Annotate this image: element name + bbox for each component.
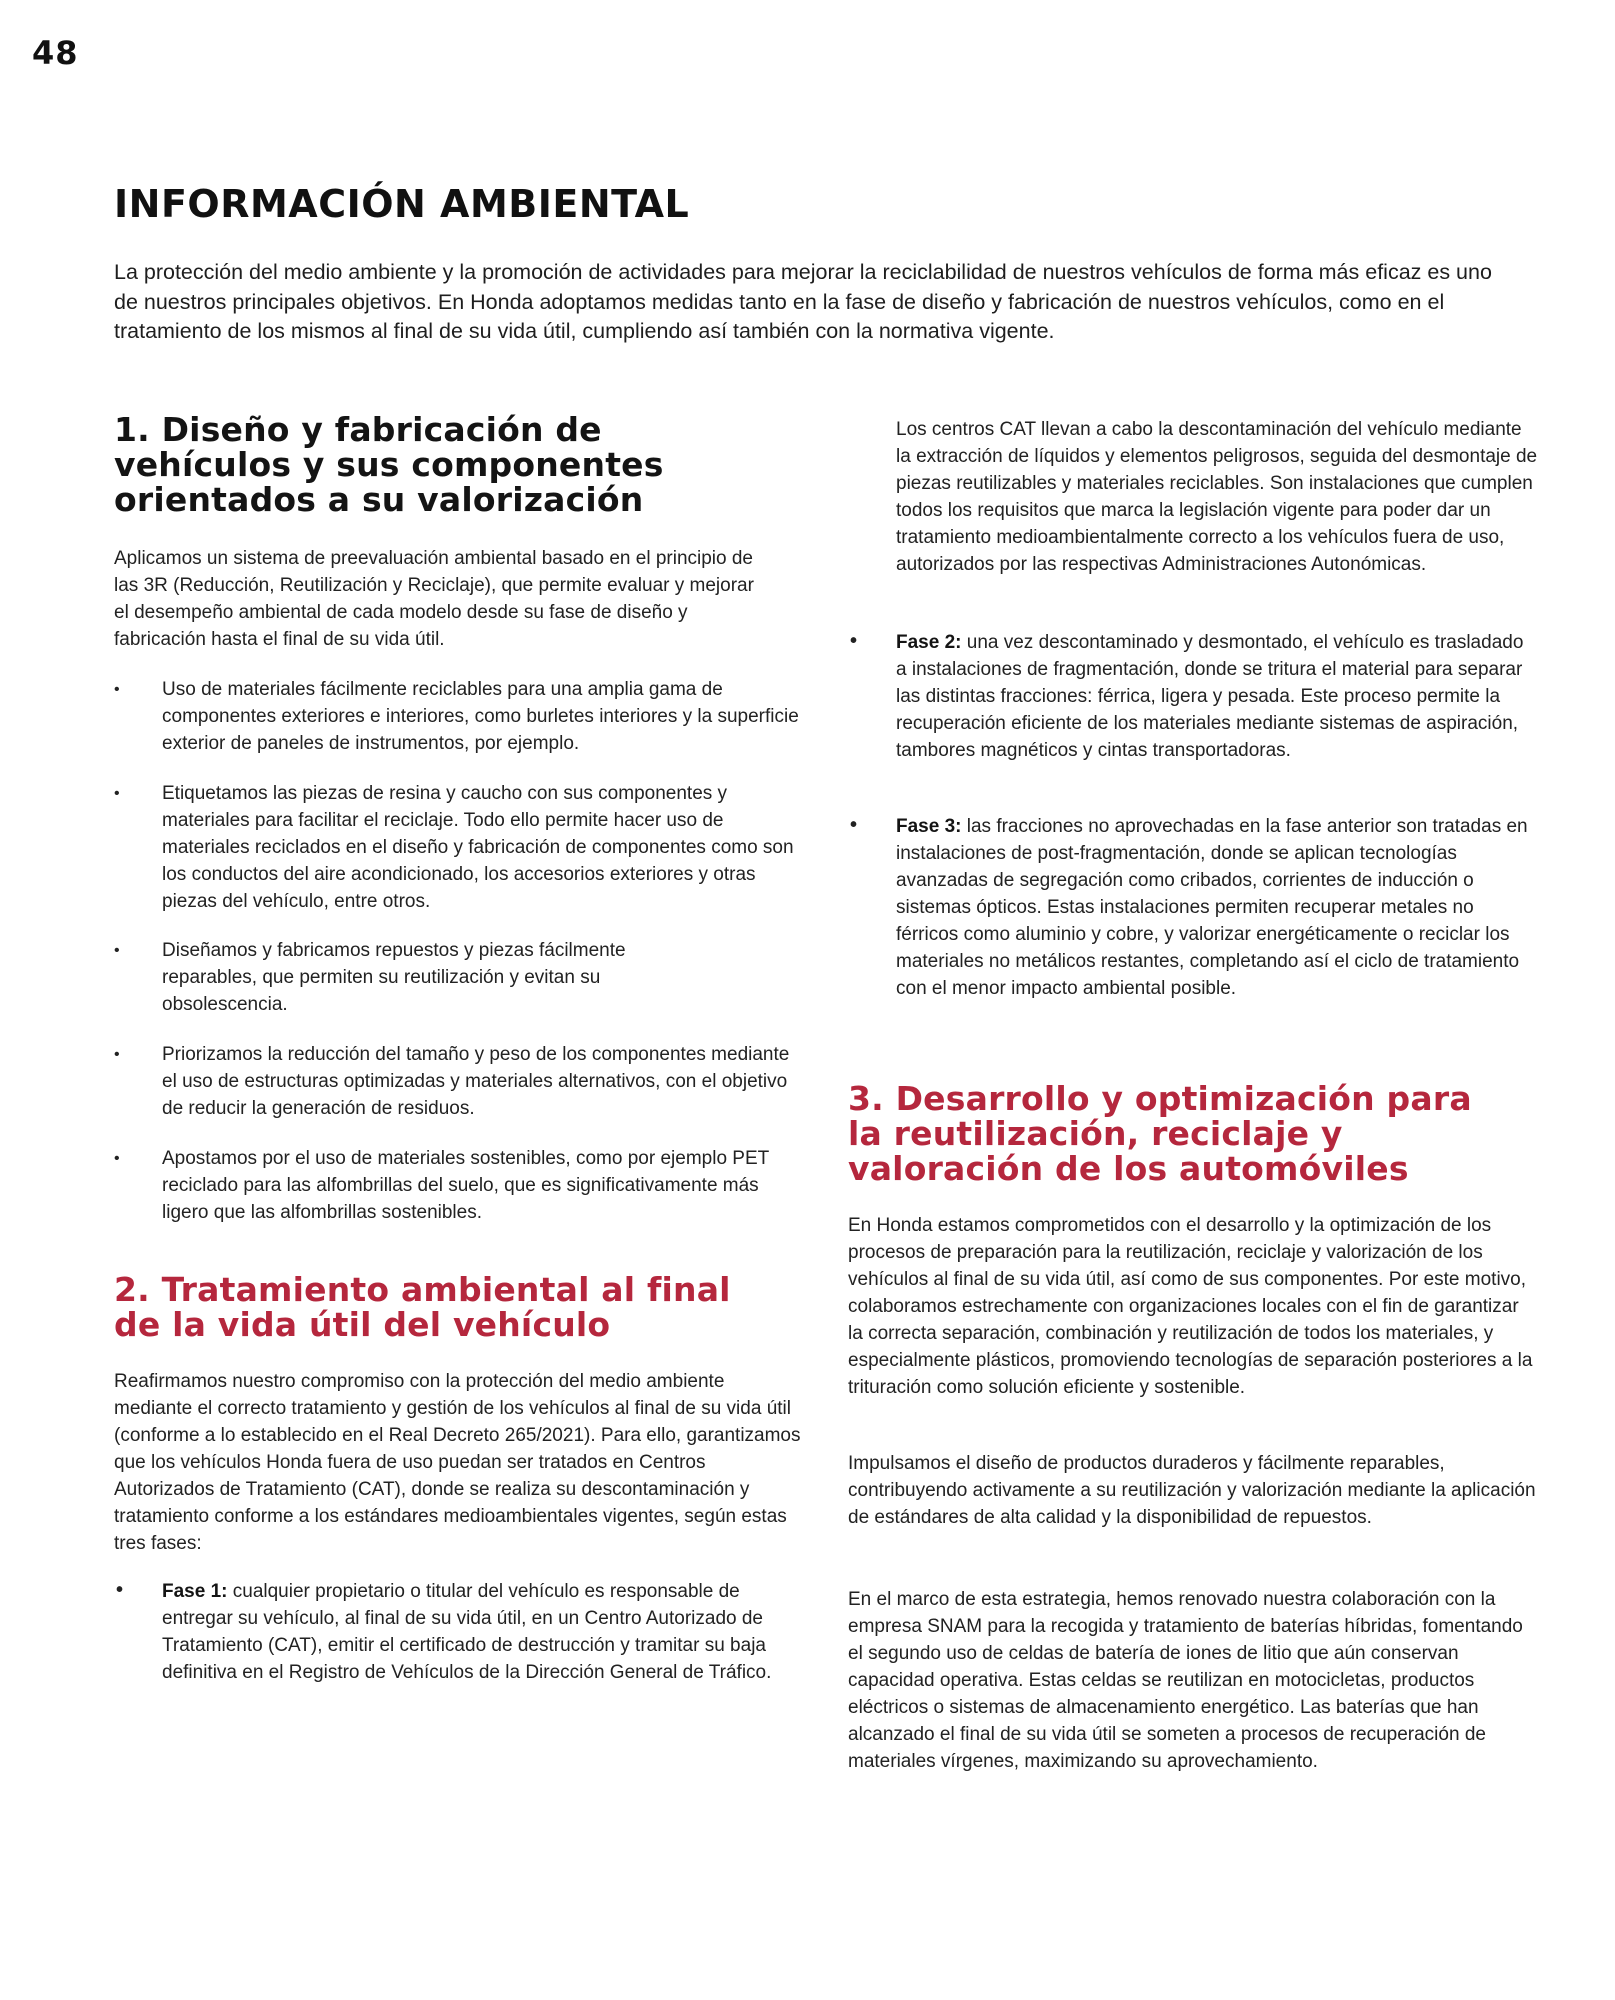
phase-3 <box>850 813 1538 1002</box>
section3-paragraph-2: Impulsamos el diseño de productos duraderos y fácilmente reparables, contribuyendo activamente a su reutilización y valorización mediante la aplicación de estándares de alta calidad y la disponibilidad de repuestos. <box>848 1453 1536 1528</box>
bullet-dot-icon: • <box>850 814 858 836</box>
phase-1-label: Fase 1: <box>162 1581 228 1602</box>
phase-2-label: Fase 2: <box>896 632 962 653</box>
bullet-text: Diseñamos y fabricamos repuestos y piezas fácilmente reparables, que permiten su reutilización y evitan su obsolescencia. <box>162 940 626 1015</box>
section3-paragraph-3: En el marco de esta estrategia, hemos renovado nuestra colaboración con la empresa SNAM para la recogida y tratamiento de baterías híbridas, fomentando el segundo uso de celdas de batería de iones de litio que aún conservan capacidad operativa. Estas celdas se reutilizan en motocicletas, productos eléctricos o sistemas de almacenamiento energético. Las baterías que han alcanzado el final de su vida útil se someten a procesos de recuperación de materiales vírgenes, maximizando su aprovechamiento. <box>848 1589 1523 1772</box>
section3-paragraph-1: En Honda estamos comprometidos con el desarrollo y la optimización de los procesos de preparación para la reutilización, reciclaje y valorización de los vehículos al final de su vida útil, así como de sus componentes. Por este motivo, colaboramos estrechamente con organizaciones locales con el fin de garantizar la correcta separación, combinación y reutilización de todos los materiales, y especialmente plásticos, promoviendo tecnologías de separación posteriores a la trituración como solución eficiente y sostenible. <box>848 1215 1533 1398</box>
phase-2 <box>850 629 1538 764</box>
bullet-dot-icon: • <box>114 942 120 959</box>
section1-bullet-5 <box>114 1145 772 1226</box>
bullet-dot-icon: • <box>114 681 120 698</box>
bullet-dot-icon: • <box>114 1046 120 1063</box>
section2-paragraph: Reafirmamos nuestro compromiso con la protección del medio ambiente mediante el correcto tratamiento y gestión de los vehículos al final de su vida útil (conforme a lo establecido en el Real Decreto 265/2021). Para ello, garantizamos que los vehículos Honda fuera de uso puedan ser tratados en Centros Autorizados de Tratamiento (CAT), donde se realiza su descontaminación y tratamiento conforme a los estándares medioambientales vigentes, según estas tres fases: <box>114 1371 801 1554</box>
section2-heading: 2. Tratamiento ambiental al final de la vida útil del vehículo <box>114 1270 731 1344</box>
phase-3-text: las fracciones no aprovechadas en la fase anterior son tratadas en instalaciones de post-fragmentación, donde se aplican tecnologías avanzadas de segregación como cribados, corrientes de inducción o sistemas ópticos. Estas instalaciones permiten recuperar metales no férricos como aluminio y cobre, y valorizar energéticamente o reciclar los materiales no metálicos restantes, completando así el ciclo de tratamiento con el menor impacto ambiental posible. <box>896 816 1528 999</box>
intro-paragraph: La protección del medio ambiente y la promoción de actividades para mejorar la reciclabilidad de nuestros vehículos de forma más eficaz es uno de nuestros principales objetivos. En Honda adoptamos medidas tanto en la fase de diseño y fabricación de nuestros vehículos, como en el tratamiento de los mismos al final de su vida útil, cumpliendo así también con la normativa vigente. <box>114 260 1492 343</box>
bullet-dot-icon: • <box>116 1579 124 1601</box>
section1-bullet-3 <box>114 937 722 1018</box>
section1-heading: 1. Diseño y fabricación de vehículos y sus componentes orientados a su valorización <box>114 410 664 519</box>
phase-1-text: cualquier propietario o titular del vehículo es responsable de entregar su vehículo, al final de su vida útil, en un Centro Autorizado de Tratamiento (CAT), emitir el certificado de destrucción y tramitar su baja definitiva en el Registro de Vehículos de la Dirección General de Tráfico. <box>162 1581 772 1683</box>
bullet-dot-icon: • <box>850 630 858 652</box>
page-title: INFORMACIÓN AMBIENTAL <box>114 182 690 226</box>
section1-paragraph: Aplicamos un sistema de preevaluación ambiental basado en el principio de las 3R (Reducción, Reutilización y Reciclaje), que permite evaluar y mejorar el desempeño ambiental de cada modelo desde su fase de diseño y fabricación hasta el final de su vida útil. <box>114 548 754 650</box>
cat-paragraph: Los centros CAT llevan a cabo la descontaminación del vehículo mediante la extracción de líquidos y elementos peligrosos, seguida del desmontaje de piezas reutilizables y materiales reciclables. Son instalaciones que cumplen todos los requisitos que marca la legislación vigente para poder dar un tratamiento medioambientalmente correcto a los vehículos fuera de uso, autorizados por las respectivas Administraciones Autonómicas. <box>896 419 1538 575</box>
bullet-text: Etiquetamos las piezas de resina y caucho con sus componentes y materiales para facilitar el reciclaje. Todo ello permite hacer uso de materiales reciclados en el diseño y fabricación de componentes como son los conductos del aire acondicionado, los accesorios exteriores y otras piezas del vehículo, entre otros. <box>162 783 794 912</box>
section3-heading: 3. Desarrollo y optimización para la reutilización, reciclaje y valoración de los automóviles <box>848 1079 1472 1188</box>
section1-bullet-2 <box>114 780 802 915</box>
section1-bullet-1 <box>114 676 802 757</box>
page-number: 48 <box>32 34 79 72</box>
bullet-text: Apostamos por el uso de materiales sostenibles, como por ejemplo PET reciclado para las alfombrillas del suelo, que es significativamente más ligero que las alfombrillas sostenibles. <box>162 1148 769 1223</box>
bullet-text: Priorizamos la reducción del tamaño y peso de los componentes mediante el uso de estructuras optimizadas y materiales alternativos, con el objetivo de reducir la generación de residuos. <box>162 1044 790 1119</box>
bullet-dot-icon: • <box>114 785 120 802</box>
phase-2-text: una vez descontaminado y desmontado, el vehículo es trasladado a instalaciones de fragmentación, donde se tritura el material para separar las distintas fracciones: férrica, ligera y pesada. Este proceso permite la recuperación eficiente de los materiales mediante sistemas de aspiración, tambores magnéticos y cintas transportadoras. <box>896 632 1524 761</box>
phase-1 <box>116 1578 802 1686</box>
phase-3-label: Fase 3: <box>896 816 962 837</box>
section1-bullet-4 <box>114 1041 802 1122</box>
bullet-dot-icon: • <box>114 1150 120 1167</box>
bullet-text: Uso de materiales fácilmente reciclables para una amplia gama de componentes exteriores e interiores, como burletes interiores y la superficie exterior de paneles de instrumentos, por ejemplo. <box>162 679 799 754</box>
